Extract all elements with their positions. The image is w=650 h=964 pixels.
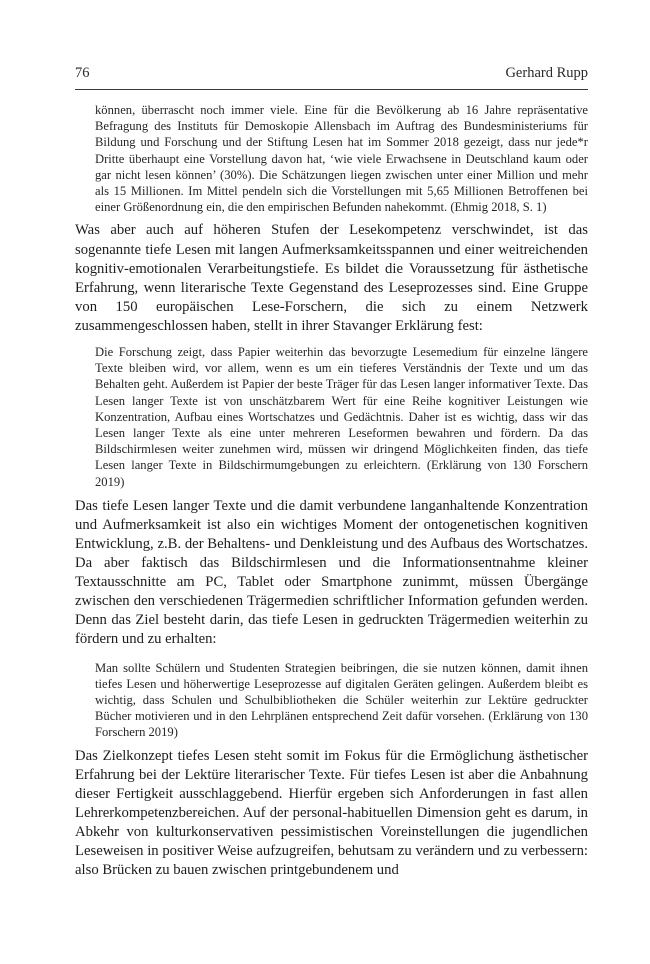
- author-name: Gerhard Rupp: [505, 65, 588, 81]
- quote-text: Man sollte Schülern und Studenten Strategien beibringen, die sie nutzen können, damit ihnen tiefes Lesen und höherwertige Leseprozesse auf digitalen Geräten gelingen. Außerdem bleibt es wichtig, dass Schulen und Schulbibliotheken die Schüler weiterhin zur Lektüre gedruckter Bücher motivieren und in den Lehrplänen entsprechend Zeit dafür vorsehen. (Erklärung von 130 Forschern 2019): [95, 660, 588, 740]
- block-quote-ehmig: [95, 102, 588, 215]
- running-header: [75, 64, 588, 90]
- body-paragraph-target-concept: Das Zielkonzept tiefes Lesen steht somit im Fokus für die Ermöglichung ästhetischer Erfahrung bei der Lektüre literarischer Texte. Für tiefes Lesen ist aber die Anbahnung dieser Fertigkeit ausschlaggebend. Hierfür ergeben sich Anforderungen in fast allen Lehrerkompetenzbereichen. Auf der personal-habituellen Dimension geht es darum, in Abkehr von kulturkonservativen pessimistischen Voreinstellungen die jugendlichen Leseweisen in positiver Weise aufzugreifen, behutsam zu verändern und zu verbessern: also Brücken zu bauen zwischen printgebundenem und: [75, 747, 588, 879]
- block-quote-strategies: [95, 660, 588, 741]
- quote-text: können, überrascht noch immer viele. Eine für die Bevölkerung ab 16 Jahre repräsentative Befragung des Instituts für Demoskopie Allensbach im Auftrag des Bundesministeriums für Bildung und Forschung und der Stiftung Lesen hat im Sommer 2018 gezeigt, dass nur jede*r Dritte überhaupt eine Vorstellung davon hat, ‘wie viele Erwachsene in Deutschland kaum oder gar nicht lesen können’ (30%). Die Schätzungen liegen zwischen unter einer Million und mehr als 15 Millionen. Im Mittel pendeln sich die Vorstellungen mit 5,65 Millionen Betroffenen bei einer Größenordnung ein, die den empirischen Befunden nahekommt. (Ehmig 2018, S. 1): [95, 103, 588, 215]
- block-quote-stavanger: [95, 344, 588, 490]
- body-paragraph-deep-reading: Was aber auch auf höheren Stufen der Lesekompetenz verschwindet, ist das sogenannte tiefe Lesen mit langen Aufmerksamkeitsspannen und einer weitreichenden kognitiv-emotionalen Verarbeitungstiefe. Es bildet die Voraussetzung für ästhetische Erfahrung, wenn literarische Texte Gegenstand des Leseprozesses sind. Eine Gruppe von 150 europäischen Lese-Forschern, die sich zu einem Netzwerk zusammengeschlossen haben, stellt in ihrer Stavanger Erklärung fest:: [75, 222, 588, 334]
- quote-text: Die Forschung zeigt, dass Papier weiterhin das bevorzugte Lesemedium für einzelne längere Texte bleiben wird, vor allem, wenn es um ein tieferes Verständnis der Texte und um das Behalten geht. Außerdem ist Papier der beste Träger für das Lesen langer informativer Texte. Das Lesen langer Texte ist von unschätzbarem Wert für eine Reihe kognitiver Leistungen wie Konzentration, Aufbau eines Wortschatzes und Gedächtnis. Daher ist es wichtig, dass wir das Lesen langer Texte als eine unter mehreren Leseformen bewahren und fördern. Da das Bildschirmlesen weiter zunehmen wird, müssen wir dringend Möglichkeiten finden, das tiefe Lesen langer Texte in Bildschirmumgebungen zu erleichtern. (Erklärung von 130 Forschern 2019): [95, 344, 588, 489]
- book-page: [75, 64, 588, 880]
- body-paragraph-concentration: Das tiefe Lesen langer Texte und die damit verbundene langanhaltende Konzentration und Aufmerksamkeit ist also ein wichtiges Moment der ontogenetischen kognitiven Entwicklung, z.B. der Behaltens- und Denkleistung und des Aufbaus des Wortschatzes. Da aber faktisch das Bildschirmlesen und die Informationsentnahme kleiner Textausschnitte am PC, Tablet oder Smartphone zunimmt, müssen Übergänge zwischen den verschiedenen Trägermedien schriftlicher Information gefunden werden. Denn das Ziel besteht darin, das tiefe Lesen in gedruckten Trägermedien weiterhin zu fördern und zu erhalten:: [75, 497, 588, 648]
- page-number: 76: [75, 65, 90, 81]
